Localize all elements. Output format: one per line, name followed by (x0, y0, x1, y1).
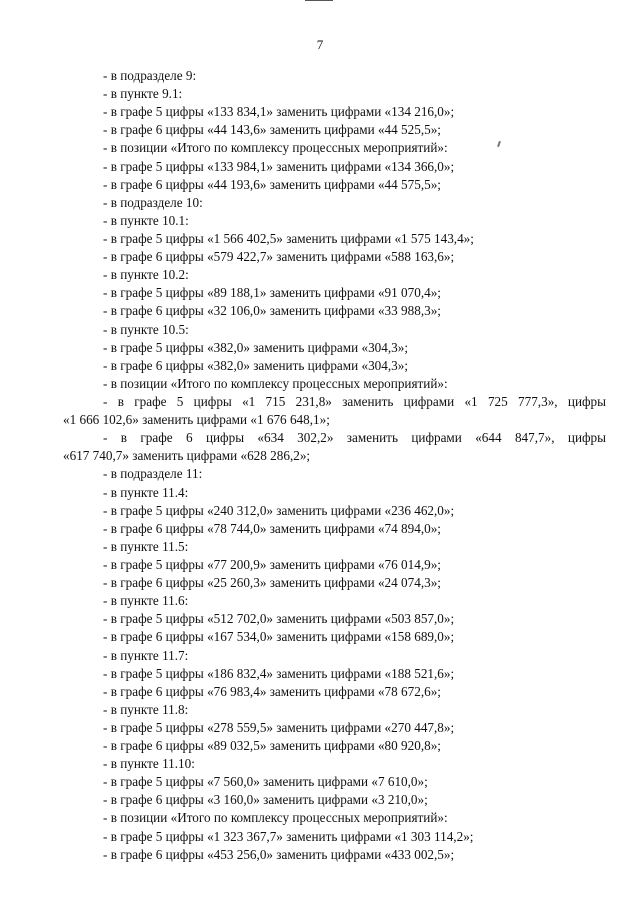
document-line: - в графе 6 цифры «167 534,0» заменить цифрами «158 689,0»; (103, 629, 455, 645)
document-line: - в графе 5 цифры «1 323 367,7» заменить цифрами «1 303 114,2»; (103, 828, 474, 844)
document-line: - в графе 5 цифры «240 312,0» заменить цифрами «236 462,0»; (103, 502, 455, 518)
document-line: - в пункте 11.4: (103, 484, 189, 500)
document-line: - в графе 6 цифры «44 193,6» заменить цифрами «44 575,5»; (103, 176, 441, 192)
document-line: - в графе 6 цифры «32 106,0» заменить цифрами «33 988,3»; (103, 303, 441, 319)
document-line: «1 666 102,6» заменить цифрами «1 676 648,1»; (63, 412, 330, 428)
document-line: - в графе 6 цифры «634 302,2» заменить цифрами «644 847,7», цифры (103, 430, 606, 446)
document-line: - в позиции «Итого по комплексу процессных мероприятий»: (103, 810, 448, 826)
document-line: - в пункте 10.1: (103, 212, 189, 228)
document-line: - в позиции «Итого по комплексу процессных мероприятий»: (103, 375, 448, 391)
document-line: - в графе 5 цифры «278 559,5» заменить цифрами «270 447,8»; (103, 719, 455, 735)
document-line: - в графе 6 цифры «453 256,0» заменить цифрами «433 002,5»; (103, 846, 455, 862)
document-line: - в графе 5 цифры «1 715 231,8» заменить цифрами «1 725 777,3», цифры (103, 393, 606, 409)
document-line: - в графе 5 цифры «382,0» заменить цифрами «304,3»; (103, 339, 408, 355)
document-line: - в графе 6 цифры «89 032,5» заменить цифрами «80 920,8»; (103, 738, 441, 754)
document-line: - в графе 5 цифры «133 984,1» заменить цифрами «134 366,0»; (103, 158, 455, 174)
document-body (63, 67, 606, 864)
document-line: - в графе 6 цифры «579 422,7» заменить цифрами «588 163,6»; (103, 249, 455, 265)
document-line: - в графе 5 цифры «186 832,4» заменить цифрами «188 521,6»; (103, 665, 455, 681)
document-line: - в пункте 10.5: (103, 321, 189, 337)
document-line: - в графе 6 цифры «76 983,4» заменить цифрами «78 672,6»; (103, 683, 441, 699)
document-line: - в пункте 11.5: (103, 538, 189, 554)
document-line: - в пункте 9.1: (103, 86, 183, 102)
document-line: «617 740,7» заменить цифрами «628 286,2»; (63, 448, 311, 464)
document-line: - в графе 5 цифры «1 566 402,5» заменить цифрами «1 575 143,4»; (103, 230, 474, 246)
document-line: - в подразделе 9: (103, 68, 197, 83)
document-line: - в графе 6 цифры «78 744,0» заменить цифрами «74 894,0»; (103, 520, 441, 536)
document-line: - в графе 6 цифры «3 160,0» заменить цифрами «3 210,0»; (103, 792, 428, 808)
document-line: - в графе 6 цифры «382,0» заменить цифрами «304,3»; (103, 357, 408, 373)
document-line: - в графе 5 цифры «7 560,0» заменить цифрами «7 610,0»; (103, 774, 428, 790)
document-line: - в графе 6 цифры «25 260,3» заменить цифрами «24 074,3»; (103, 575, 441, 591)
document-line: - в графе 6 цифры «44 143,6» заменить цифрами «44 525,5»; (103, 122, 441, 138)
document-line: - в графе 5 цифры «133 834,1» заменить цифрами «134 216,0»; (103, 104, 455, 120)
document-line: - в пункте 11.6: (103, 593, 189, 609)
scan-edge-mark (305, 0, 333, 1)
page-number: 7 (316, 37, 324, 52)
document-line: - в подразделе 11: (103, 466, 203, 482)
document-line: - в подразделе 10: (103, 194, 203, 210)
document-line: - в позиции «Итого по комплексу процессных мероприятий»: (103, 140, 448, 156)
document-line: - в пункте 10.2: (103, 267, 189, 283)
document-line: - в графе 5 цифры «89 188,1» заменить цифрами «91 070,4»; (103, 285, 441, 301)
document-line: - в графе 5 цифры «512 702,0» заменить цифрами «503 857,0»; (103, 611, 455, 627)
document-line: - в графе 5 цифры «77 200,9» заменить цифрами «76 014,9»; (103, 556, 441, 572)
document-line: - в пункте 11.10: (103, 756, 195, 772)
document-line: - в пункте 11.7: (103, 647, 189, 663)
document-line: - в пункте 11.8: (103, 701, 189, 717)
